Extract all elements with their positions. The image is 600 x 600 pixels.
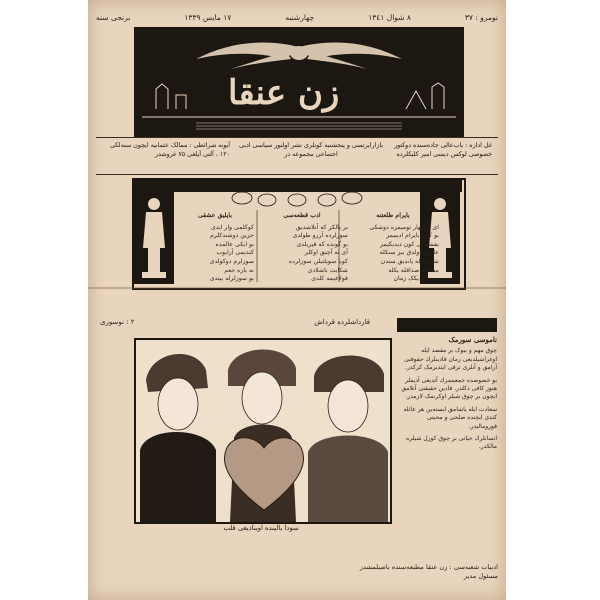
- poem-line: ای نوربهار تومیمزه دوشکی: [369, 223, 439, 231]
- hijri-date: ٨ شوال ١٣٤١: [368, 12, 411, 22]
- poem-line: بو گونده که قیریلدی: [296, 240, 348, 248]
- poem-line: یقشیقلی کون دیدیکیمز: [380, 240, 439, 248]
- poem-line: عاشق اولدق بیز سنکله: [379, 249, 439, 257]
- issue-number: نومرو : ٣٧: [464, 12, 498, 22]
- side-paragraph: بو خصوصده جمعیتمزك آتدیغی آدیملر هنوز کافی دکلدر. قادین حقیقتی آنلامق ایچون بر چوق شیلر اوکرنمک لازمدر.: [401, 376, 497, 401]
- poem-line: آی نه آچیق اوکلر: [304, 249, 348, 257]
- poem-frame: [132, 178, 466, 290]
- poem-line: بر یالکز که آنلاشدیق: [295, 223, 348, 231]
- side-column-title: ناموسی سورمک: [448, 335, 497, 344]
- footer: [96, 563, 498, 581]
- illustration-heading-right: قارداشلرده قرداش: [314, 318, 370, 326]
- side-paragraph: انسانلرك حیاتی بر چوق کوزل شیلره مالکدر.: [406, 435, 497, 451]
- poem-line: سوزلرم دوکولدی: [209, 257, 254, 265]
- newspaper-page: [88, 0, 506, 600]
- three-women-illustration: [134, 338, 392, 524]
- side-column-ornament: [397, 318, 497, 332]
- poem-line: مستانه صداقله بکله: [388, 266, 439, 274]
- poem-line: بو ایکی عالمده: [215, 240, 254, 248]
- poem-line: سوزلرده آرزو طولدی: [292, 232, 348, 240]
- poem-line: قولاغیمه کلدی: [311, 275, 348, 283]
- masthead: [134, 27, 464, 137]
- publication-info: بازارایرتسی و پنجشنبه کونلری نشر اولنور سیاسی ادبی اجتماعی مجموعه در: [238, 142, 384, 158]
- illustration-heading: [100, 318, 370, 330]
- poem-column-right: [347, 212, 439, 284]
- poem-line: شوق ایله یاندیق سندن: [380, 257, 439, 265]
- poem-title: بایلیق عشقی: [197, 212, 233, 219]
- subscription-terms: آبونه شرائطی : ممالک عثمانیه ایچون سنه‌لکی ١٢٠ ، آلتی آیلغی ٧٥ غروشدر: [109, 142, 230, 158]
- side-paragraph: سعادت ایله یاشامق ایسته‌ین هر عائله کندی ایچنده صلحی و محبتی قورومالیدر.: [403, 405, 497, 430]
- poem-line: نه یازه جغم: [224, 266, 254, 274]
- poem-line: بو کون بایرام ادیبیمز: [386, 232, 439, 240]
- mask-ornament-icon: [232, 192, 362, 206]
- poem-column-middle: [256, 212, 348, 284]
- illustration-art: [136, 340, 390, 522]
- rumi-date: ١٧ مايس ١٣٣٩: [184, 12, 232, 22]
- poem-column-left: [176, 212, 254, 284]
- masthead-title: زن عنقا: [228, 73, 340, 113]
- poem-line: کوکلمی وار ایدی: [210, 223, 254, 231]
- illustration-caption: سودا بالینده اوینادیغی قلب: [223, 524, 299, 532]
- subscription-block: [96, 137, 498, 175]
- volume-year: برنجی سنه: [96, 12, 131, 22]
- poem-title: ادب قطعه‌سی: [283, 212, 321, 219]
- footer-line: ادبیات شعبه‌سی : زن عنقا مطبعه‌سنده باصیلمشدر: [359, 563, 498, 571]
- side-column: [397, 318, 497, 452]
- weekday: چهارشنبه: [285, 12, 315, 22]
- footer-line: مسئول مدیر: [463, 572, 498, 580]
- header-line: [96, 10, 498, 24]
- poem-line: شکایت باشلادی: [307, 266, 348, 274]
- office-info: غل اداره : باب‌عالی جاده‌سنده دوکتور خصوصی لوکس دبسی امیر کلیکلرده: [393, 142, 492, 158]
- illustration-heading-left: ٢ : نوسوری: [100, 318, 135, 326]
- poem-line: بو سوزلرله بیتدی: [209, 275, 254, 283]
- poem-line: کویا سویلتیلن سوزلرده: [289, 257, 348, 265]
- page-fold: [88, 287, 506, 289]
- poem-line: حزین دوشندکلرم: [210, 232, 254, 240]
- poem-line: سن کلدیکک زمان: [393, 275, 439, 283]
- poem-title: بایرام طلعتنه: [376, 212, 410, 219]
- poem-line: کندیمی آرایوب: [216, 249, 254, 257]
- side-paragraph: چوق مهم و بیوک بر مقصد ایله اوغراشیلدیغی زمان قادینلرك حقوقنی آرامق و آنلری ترقی ایتدیرمک کرکدر.: [404, 347, 497, 372]
